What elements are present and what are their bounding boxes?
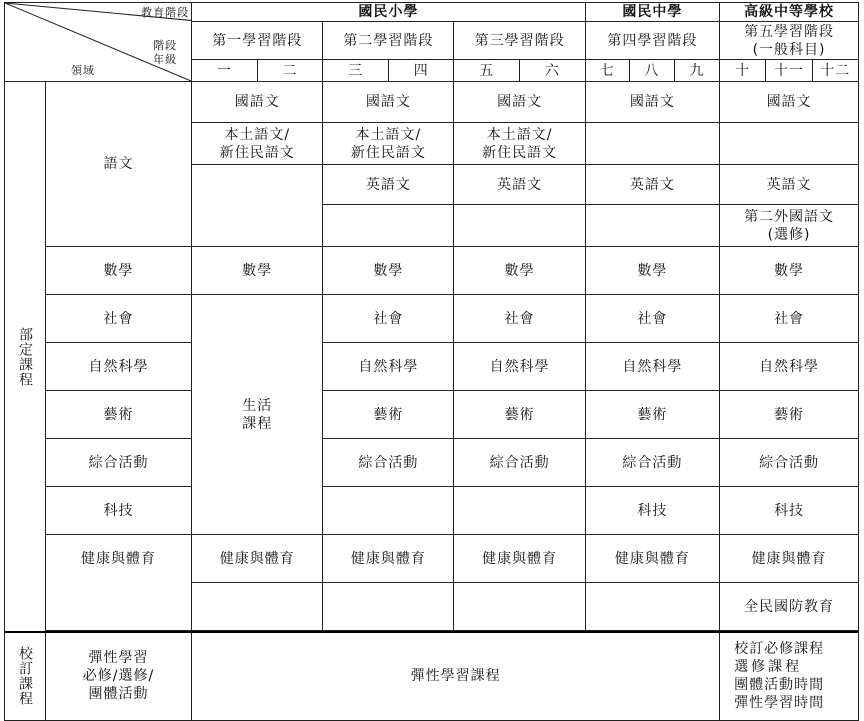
stage-1: 第一學習階段: [192, 22, 323, 60]
senior-required: 校訂必修課程: [734, 641, 825, 658]
cell-arts-s4: 藝術: [585, 391, 719, 439]
cell-science-s5: 自然科學: [720, 343, 859, 391]
flex-line3: 團體活動: [88, 686, 149, 703]
stage-5: [720, 22, 859, 60]
grade-2: 二: [257, 60, 323, 82]
corner-stage-label: 階段: [153, 39, 178, 52]
cell-science-s3: 自然科學: [454, 343, 585, 391]
grade-10: 十: [720, 60, 766, 82]
cell-mandarin-s5: 國語文: [720, 82, 859, 123]
domain-arts: 藝術: [45, 391, 191, 439]
second-foreign-line1: 第二外國語文: [744, 208, 835, 225]
cell-math-s3: 數學: [454, 247, 585, 295]
stage-5-line1: 第五學習階段: [744, 23, 835, 40]
level-senior-high: 高級中等學校: [720, 3, 859, 22]
cell-health-s2: 健康與體育: [323, 535, 454, 583]
native-line2: 新住民語文: [219, 144, 295, 161]
cell-life-course-s1: [192, 295, 323, 535]
corner-stage-grade-label: [153, 39, 177, 67]
domain-health-pe: 健康與體育: [45, 535, 191, 631]
grade-9: 九: [674, 60, 719, 82]
senior-elective: 選修課程: [734, 659, 803, 676]
cell-second-foreign-s5: [720, 205, 859, 247]
cell-science-s4: 自然科學: [585, 343, 719, 391]
cell-health-s3: 健康與體育: [454, 535, 585, 583]
cell-english-s4: 英語文: [585, 165, 719, 205]
flex-line1: 彈性學習: [88, 650, 149, 667]
stage-5-line2: (一般科目): [752, 41, 826, 58]
stage-2: 第二學習階段: [323, 22, 454, 60]
stage-3: 第三學習階段: [454, 22, 585, 60]
cell-math-s2: 數學: [323, 247, 454, 295]
cell-social-s4: 社會: [585, 295, 719, 343]
cell-integrative-s2: 綜合活動: [323, 439, 454, 487]
domain-math: 數學: [45, 247, 191, 295]
level-junior-high: 國民中學: [585, 3, 719, 22]
domain-social: 社會: [45, 295, 191, 343]
cell-social-s5: 社會: [720, 295, 859, 343]
cell-native-s2: [323, 123, 454, 165]
cell-math-s4: 數學: [585, 247, 719, 295]
stage-4: 第四學習階段: [585, 22, 719, 60]
cell-english-s5: 英語文: [720, 165, 859, 205]
cell-empty: [585, 583, 719, 631]
corner-grade-label: 年級: [153, 53, 178, 66]
domain-language: 語文: [45, 82, 191, 247]
cell-mandarin-s4: 國語文: [585, 82, 719, 123]
corner-domain-label: 領域: [71, 64, 95, 77]
grade-12: 十二: [812, 60, 858, 82]
cell-integrative-s5: 綜合活動: [720, 439, 859, 487]
cell-english-s3: 英語文: [454, 165, 585, 205]
native-line1: 本土語文/: [224, 126, 291, 143]
second-foreign-line2: (選修): [767, 226, 811, 243]
cell-empty: [585, 123, 719, 165]
cell-mandarin-s3: 國語文: [454, 82, 585, 123]
cell-tech-s5: 科技: [720, 487, 859, 535]
cell-empty: [454, 583, 585, 631]
cell-math-s5: 數學: [720, 247, 859, 295]
cell-arts-s5: 藝術: [720, 391, 859, 439]
header-corner-cell: [5, 3, 192, 82]
cell-empty: [454, 487, 585, 535]
cell-flex-course: 彈性學習課程: [192, 632, 720, 720]
senior-flex-time: 彈性學習時間: [734, 695, 825, 712]
grade-8: 八: [629, 60, 674, 82]
life-course-line1: 生活: [242, 397, 273, 414]
cell-native-s1: [192, 123, 323, 165]
native-line2: 新住民語文: [350, 144, 426, 161]
cell-empty: [720, 123, 859, 165]
domain-science: 自然科學: [45, 343, 191, 391]
grade-3: 三: [323, 60, 389, 82]
senior-group-activity: 團體活動時間: [734, 677, 825, 694]
cell-english-s2: 英語文: [323, 165, 454, 205]
life-course-line2: 課程: [242, 415, 273, 432]
cell-math-s1: 數學: [192, 247, 323, 295]
domain-flex: [45, 632, 191, 720]
native-line2: 新住民語文: [482, 144, 558, 161]
cell-social-s3: 社會: [454, 295, 585, 343]
domain-integrative: 綜合活動: [45, 439, 191, 487]
cell-mandarin-s1: 國語文: [192, 82, 323, 123]
grade-6: 六: [520, 60, 586, 82]
cell-social-s2: 社會: [323, 295, 454, 343]
cell-empty: [192, 165, 323, 247]
native-line1: 本土語文/: [486, 126, 553, 143]
cell-empty: [323, 487, 454, 535]
cell-empty: [585, 205, 719, 247]
domain-tech: 科技: [45, 487, 191, 535]
curriculum-framework-table: [4, 2, 859, 721]
cell-defense-s5: 全民國防教育: [720, 583, 859, 631]
cell-health-s1: 健康與體育: [192, 535, 323, 583]
cell-empty: [192, 583, 323, 631]
grade-1: 一: [192, 60, 258, 82]
grade-7: 七: [585, 60, 629, 82]
grade-5: 五: [454, 60, 520, 82]
cell-arts-s2: 藝術: [323, 391, 454, 439]
cell-empty: [323, 205, 454, 247]
cell-health-s4: 健康與體育: [585, 535, 719, 583]
corner-edu-stage-label: 教育階段: [141, 6, 190, 19]
grade-4: 四: [388, 60, 454, 82]
cell-tech-s4: 科技: [585, 487, 719, 535]
grade-11: 十一: [766, 60, 812, 82]
cell-arts-s3: 藝術: [454, 391, 585, 439]
flex-line2: 必修/選修/: [82, 668, 155, 685]
cell-science-s2: 自然科學: [323, 343, 454, 391]
section-school-curriculum: 校訂課程: [5, 632, 46, 720]
cell-mandarin-s2: 國語文: [323, 82, 454, 123]
cell-senior-school-courses: [720, 632, 859, 720]
section-dept-curriculum: 部定課程: [5, 82, 46, 633]
cell-health-s5: 健康與體育: [720, 535, 859, 583]
native-line1: 本土語文/: [355, 126, 422, 143]
cell-native-s3: [454, 123, 585, 165]
cell-integrative-s4: 綜合活動: [585, 439, 719, 487]
level-elementary: 國民小學: [192, 3, 586, 22]
cell-empty: [323, 583, 454, 631]
cell-integrative-s3: 綜合活動: [454, 439, 585, 487]
cell-empty: [454, 205, 585, 247]
